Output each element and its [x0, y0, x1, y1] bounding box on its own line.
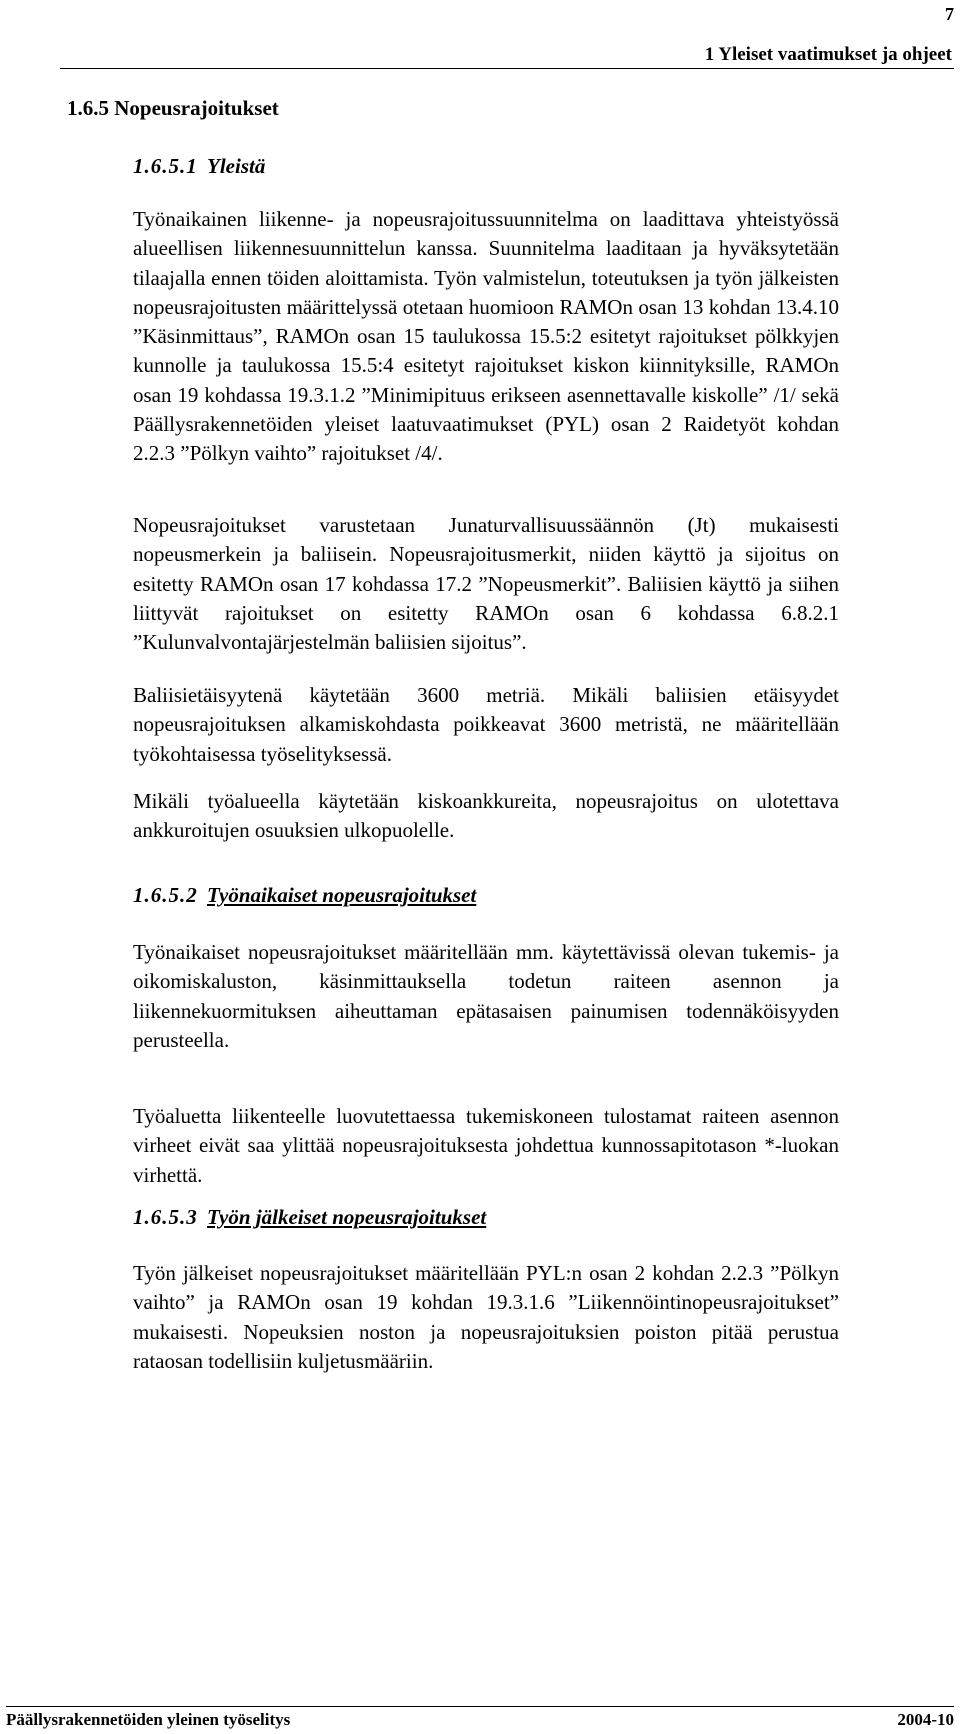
page-number: 7	[945, 4, 954, 24]
paragraph-text: Työnaikainen liikenne- ja nopeusrajoitussuunnitelma on laadittava yhteistyössä alueellisen liikennesuunnittelun kanssa. Suunnitelma laaditaan ja hyväksytetään tilaajalla ennen töiden aloittamista. Työn valmistelun, toteutuksen ja työn jälkeisten nopeusrajoitusten määrittelyssä otetaan huomioon RAMOn osan 13 kohdan 13.4.10 ”Käsinmittaus”, RAMOn osan 15 taulukossa 15.5:2 esitetyt rajoitukset pölkkyjen kunnolle ja taulukossa 15.5:4 esitetyt rajoitukset kiskon kiinnityksille, RAMOn osan 19 kohdassa 19.3.1.2 ”Minimipituus erikseen asennettavalle kiskolle” /1/ sekä Päällysrakennetöiden yleiset laatuvaatimukset (PYL) osan 2 Raidetyöt kohdan 2.2.3 ”Pölkyn vaihto” rajoitukset /4/.	[133, 207, 839, 466]
subsection-number: 1.6.5.1	[133, 154, 198, 178]
paragraph	[133, 1259, 839, 1376]
paragraph-text: Mikäli työalueella käytetään kiskoankkureita, nopeusrajoitus on ulotettava ankkuroitujen osuuksien ulkopuolelle.	[133, 789, 839, 843]
paragraph	[133, 511, 839, 657]
paragraph	[133, 205, 839, 469]
paragraph-text: Työaluetta liikenteelle luovutettaessa tukemiskoneen tulostamat raiteen asennon virheet eivät saa ylittää nopeusrajoituksesta johdettua kunnossapitotason *-luokan virhettä.	[133, 1104, 839, 1187]
section-heading: 1.6.5 Nopeusrajoitukset	[67, 96, 279, 120]
subsection-heading-3	[133, 1205, 486, 1230]
subsection-number: 1.6.5.2	[133, 883, 198, 907]
paragraph	[133, 681, 839, 769]
subsection-heading-2	[133, 883, 476, 908]
paragraph-text: Työn jälkeiset nopeusrajoitukset määritellään PYL:n osan 2 kohdan 2.2.3 ”Pölkyn vaihto” ja RAMOn osan 19 kohdan 19.3.1.6 ”Liikennöintinopeusrajoitukset” mukaisesti. Nopeuksien noston ja nopeusrajoituksien poiston pitää perustua rataosan todellisiin kuljetusmääriin.	[133, 1261, 839, 1373]
header-rule	[60, 68, 954, 69]
paragraph-text: Työnaikaiset nopeusrajoitukset määritellään mm. käytettävissä olevan tukemis- ja oikomiskaluston, käsinmittauksella todetun raiteen asennon ja liikennekuormituksen aiheuttaman epätasaisen painumisen todennäköisyyden perusteella.	[133, 940, 839, 1052]
paragraph	[133, 938, 839, 1055]
paragraph	[133, 1102, 839, 1190]
paragraph-text: Baliisietäisyytenä käytetään 3600 metriä. Mikäli baliisien etäisyydet nopeusrajoituksen alkamiskohdasta poikkeavat 3600 metristä, ne määritellään työkohtaisessa työselityksessä.	[133, 683, 839, 766]
subsection-title: Työn jälkeiset nopeusrajoitukset	[207, 1205, 487, 1229]
paragraph	[133, 787, 839, 846]
running-header: 1 Yleiset vaatimukset ja ohjeet	[704, 44, 952, 65]
subsection-title: Työnaikaiset nopeusrajoitukset	[207, 883, 477, 907]
subsection-title: Yleistä	[207, 154, 266, 178]
subsection-number: 1.6.5.3	[133, 1205, 198, 1229]
footer-date: 2004-10	[897, 1710, 954, 1729]
footer-title: Päällysrakennetöiden yleinen työselitys	[6, 1710, 291, 1729]
subsection-heading-1	[133, 154, 265, 179]
footer-rule	[6, 1706, 954, 1707]
paragraph-text: Nopeusrajoitukset varustetaan Junaturvallisuussäännön (Jt) mukaisesti nopeusmerkein ja baliisein. Nopeusrajoitusmerkit, niiden käyttö ja sijoitus on esitetty RAMOn osan 17 kohdassa 17.2 ”Nopeusmerkit”. Baliisien käyttö ja siihen liittyvät rajoitukset on esitetty RAMOn osan 6 kohdassa 6.8.2.1 ”Kulunvalvontajärjestelmän baliisien sijoitus”.	[133, 513, 839, 655]
